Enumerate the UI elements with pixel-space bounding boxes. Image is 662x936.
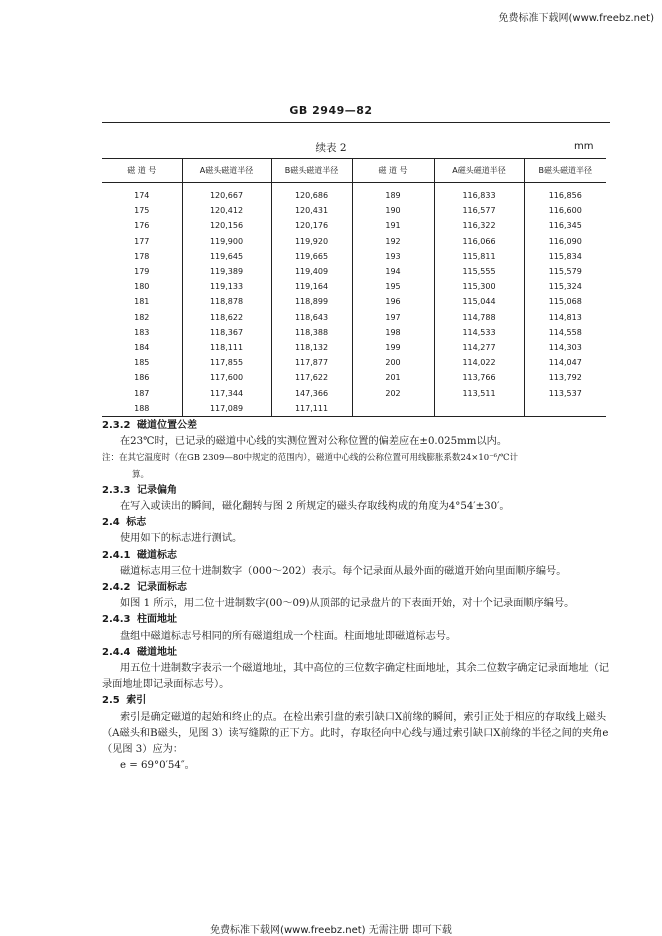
section-number: 2.4: [102, 517, 120, 529]
paragraph: 盘组中磁道标志号相同的所有磁道组成一个柱面。柱面地址即磁道标志号。: [120, 630, 457, 642]
table-cell: 117,855: [182, 355, 271, 370]
table-cell: 119,900: [182, 234, 271, 249]
table-row: [102, 183, 606, 204]
section-title: 标志: [126, 517, 147, 529]
table-cell: 189: [352, 183, 434, 204]
table-cell: 118,643: [271, 310, 352, 325]
section-number: 2.5: [102, 695, 120, 707]
table-cell: 120,156: [182, 218, 271, 233]
table-cell: 200: [352, 355, 434, 370]
table-cell: 196: [352, 294, 434, 309]
table-cell: 118,388: [271, 325, 352, 340]
table-cell: 116,345: [524, 218, 606, 233]
table-row: [102, 310, 606, 325]
track-radius-table: [102, 158, 606, 417]
table-cell: 114,788: [434, 310, 524, 325]
table-cell: 113,792: [524, 370, 606, 385]
col-header: 磁 道 号: [102, 159, 182, 183]
header-rule: [102, 122, 610, 123]
table-cell: 120,431: [271, 203, 352, 218]
table-cell: 188: [102, 401, 182, 417]
table-cell: 185: [134, 358, 150, 368]
table-cell: 191: [352, 218, 434, 233]
table-cell: 182: [134, 312, 150, 322]
table-row: [102, 370, 606, 385]
table-cell: 115,834: [524, 249, 606, 264]
table-row: [102, 385, 606, 400]
table-cell: 190: [352, 203, 434, 218]
table-cell: 120,686: [271, 183, 352, 204]
table-cell: 116,600: [524, 203, 606, 218]
table-cell: 119,645: [182, 249, 271, 264]
table-cell: 114,813: [524, 310, 606, 325]
table-cell: 119,164: [271, 279, 352, 294]
table-cell: 177: [134, 236, 150, 246]
table-row: [102, 401, 606, 417]
note: 注：在其它温度时（在GB 2309—80中规定的范围内），磁道中心线的公称位置可用线膨胀系数24×10⁻⁶/℃计: [102, 453, 518, 464]
paragraph: 在写入或读出的瞬间，磁化翻转与图 2 所规定的磁头存取线构成的角度为4°54′±30′。: [120, 501, 510, 513]
table-cell: 195: [352, 279, 434, 294]
table-cell: 114,022: [434, 355, 524, 370]
table-cell: 175: [134, 206, 150, 216]
section-title: 磁道位置公差: [136, 420, 197, 431]
table-cell: 192: [352, 234, 434, 249]
section-title: 记录偏角: [136, 484, 177, 496]
table-cell: 147,366: [271, 385, 352, 400]
standard-code: GB 2949—82: [289, 104, 373, 117]
table-cell: 113,511: [434, 385, 524, 400]
table-cell: 116,066: [434, 234, 524, 249]
table-cell: 116,090: [524, 234, 606, 249]
table-cell: 117,111: [271, 401, 352, 417]
table-row: [102, 340, 606, 355]
table-cell: 193: [352, 249, 434, 264]
table-cell: 183: [134, 327, 150, 337]
table-cell: 118,111: [182, 340, 271, 355]
table-row: [102, 355, 606, 370]
table-cell: 176: [134, 221, 150, 231]
table-unit: mm: [574, 141, 594, 152]
paragraph: 使用如下的标志进行测试。: [120, 533, 243, 545]
table-cell: 120,412: [182, 203, 271, 218]
table-cell: 114,277: [434, 340, 524, 355]
paragraph: 磁道标志用三位十进制数字（000～202）表示。每个记录面从最外面的磁道开始向里面顺序编号。: [120, 565, 567, 577]
table-cell: 174: [134, 191, 150, 201]
table-cell: 179: [134, 267, 150, 277]
table-cell: 117,089: [182, 401, 271, 417]
table-cell: 119,920: [271, 234, 352, 249]
section-title: 磁道地址: [136, 646, 177, 658]
paragraph: 如图 1 所示，用二位十进制数字(00～09)从顶部的记录盘片的下表面开始，对十个记录面顺序编号。: [120, 598, 575, 610]
table-cell: 118,367: [182, 325, 271, 340]
table-cell: 199: [352, 340, 434, 355]
section-number: 2.4.4: [102, 646, 131, 658]
table-cell: 116,322: [434, 218, 524, 233]
table-row: [102, 218, 606, 233]
table-cell: [524, 401, 606, 417]
table-cell: 181: [134, 297, 150, 307]
table-cell: 119,133: [182, 279, 271, 294]
note-cont: 算。: [132, 469, 150, 480]
table-row: [102, 234, 606, 249]
col-header: A磁头磁道半径: [434, 159, 524, 183]
table-row: [102, 203, 606, 218]
table-cell: 113,537: [524, 385, 606, 400]
table-row: [102, 279, 606, 294]
paragraph: 在23℃时，已记录的磁道中心线的实测位置对公称位置的偏差应在±0.025mm以内。: [120, 436, 508, 448]
section-number: 2.4.1: [102, 549, 131, 561]
section-number: 2.4.3: [102, 614, 131, 626]
table-cell: 120,176: [271, 218, 352, 233]
section-title: 柱面地址: [136, 614, 177, 626]
table-cell: 118,622: [182, 310, 271, 325]
col-header: 磁 道 号: [352, 159, 434, 183]
table-row: [102, 294, 606, 309]
table-cell: 186: [134, 373, 150, 383]
col-header: B磁头磁道半径: [271, 159, 352, 183]
table-row: [102, 325, 606, 340]
footer-link[interactable]: 免费标准下载网(www.freebz.net) 无需注册 即可下载: [210, 925, 452, 936]
table-cell: 178: [134, 251, 150, 261]
table-cell: 115,068: [524, 294, 606, 309]
paragraph: 索引是确定磁道的起始和终止的点。在检出索引盘的索引缺口X前缘的瞬间，索引正处于相应的存取线上磁头（A磁头和B磁头，见图 3）读写缝隙的正下方。此时，存取径向中心线与通过索引缺口X前缘的半径之间的夹角e（见图 3）应为：: [102, 711, 609, 756]
table-cell: 194: [352, 264, 434, 279]
table-cell: 115,811: [434, 249, 524, 264]
body-text: [102, 418, 614, 774]
table-row: [102, 264, 606, 279]
section-number: 2.3.3: [102, 484, 131, 496]
table-cell: 201: [352, 370, 434, 385]
table-cell: 198: [352, 325, 434, 340]
table-cell: 114,558: [524, 325, 606, 340]
section-title: 记录面标志: [136, 582, 187, 594]
table-header-row: [102, 159, 606, 183]
table-cell: 117,600: [182, 370, 271, 385]
table-cell: 118,878: [182, 294, 271, 309]
table-row: [102, 249, 606, 264]
table-cell: 117,877: [271, 355, 352, 370]
table-cell: 115,300: [434, 279, 524, 294]
formula: e = 69°0′54″。: [120, 760, 195, 772]
table-cell: 113,766: [434, 370, 524, 385]
table-cell: 116,577: [434, 203, 524, 218]
table-cell: 202: [352, 385, 434, 400]
table-cell: 119,389: [182, 264, 271, 279]
section-number: 2.4.2: [102, 582, 131, 594]
table-cell: 115,579: [524, 264, 606, 279]
table-cell: 114,303: [524, 340, 606, 355]
table-cell: 120,667: [182, 183, 271, 204]
table-cell: 114,533: [434, 325, 524, 340]
paragraph: 用五位十进制数字表示一个磁道地址，其中高位的三位数字确定柱面地址，其余二位数字确定记录面地址（记录面地址即记录面标志号）。: [102, 663, 609, 691]
table-cell: 116,856: [524, 183, 606, 204]
table-cell: 119,665: [271, 249, 352, 264]
section-number: 2.3.2: [102, 420, 131, 431]
table-cell: 114,047: [524, 355, 606, 370]
table-cell: 197: [352, 310, 434, 325]
table-cell: 119,409: [271, 264, 352, 279]
table-cell: 187: [134, 388, 150, 398]
col-header: A磁头磁道半径: [182, 159, 271, 183]
table-cell: 184: [134, 342, 150, 352]
table-cell: [434, 401, 524, 417]
table-cell: 180: [134, 282, 150, 292]
table-cell: 116,833: [434, 183, 524, 204]
section-title: 索引: [126, 695, 147, 707]
table-cell: [352, 401, 434, 417]
table-cell: 117,344: [182, 385, 271, 400]
site-header: 免费标准下载网(www.freebz.net): [498, 13, 654, 24]
table-cell: 118,899: [271, 294, 352, 309]
table-cell: 117,622: [271, 370, 352, 385]
table-cell: 115,555: [434, 264, 524, 279]
table-cell: 115,324: [524, 279, 606, 294]
section-title: 磁道标志: [136, 549, 177, 561]
table-cell: 115,044: [434, 294, 524, 309]
col-header: B磁头磁道半径: [524, 159, 606, 183]
table-cell: 118,132: [271, 340, 352, 355]
table-title: 续表 2: [315, 142, 347, 154]
